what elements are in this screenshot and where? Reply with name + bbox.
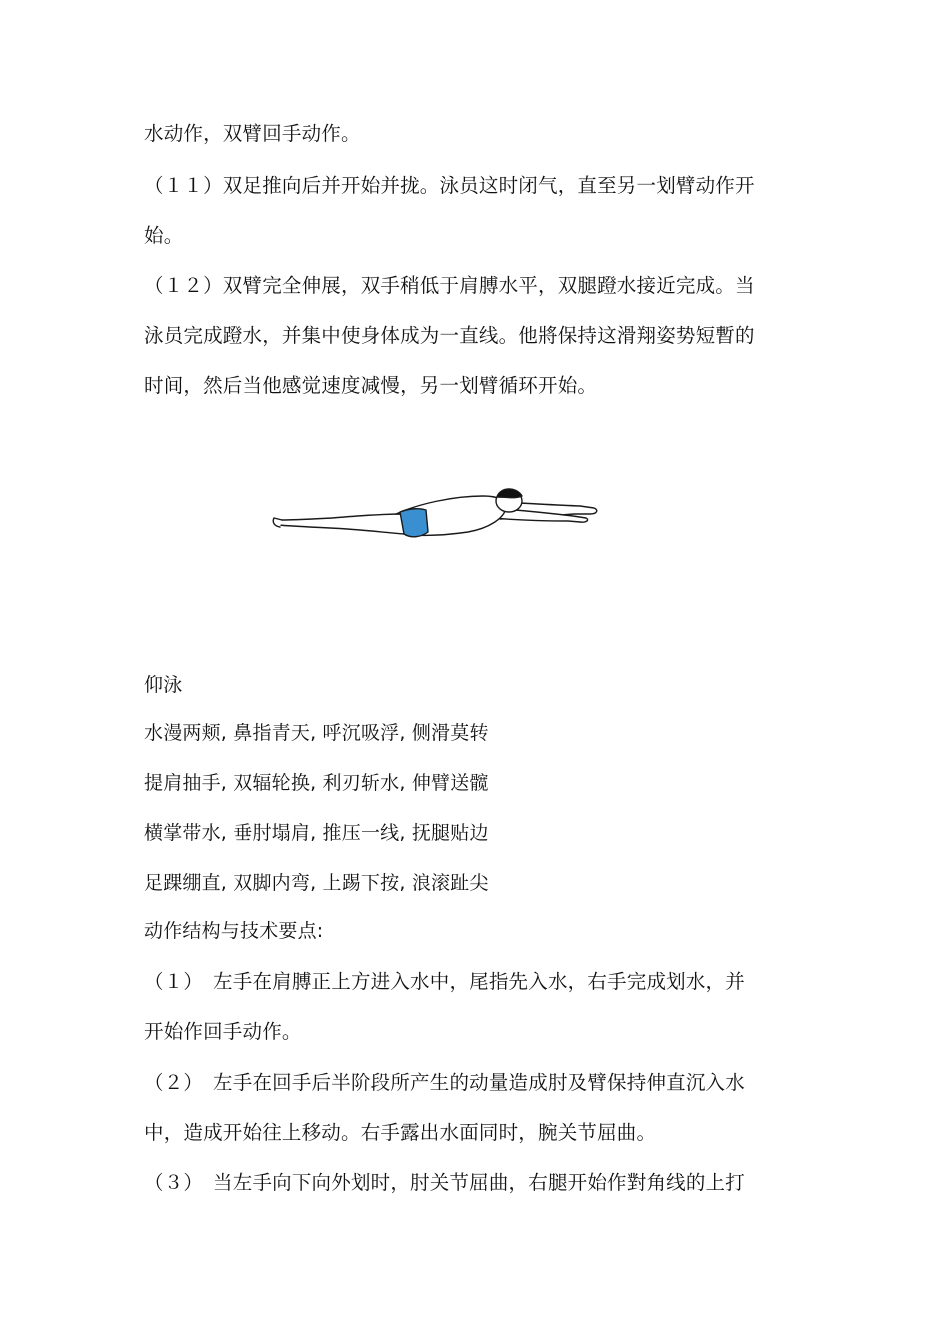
verse-line: 提肩抽手, 双辐轮换, 利刃斩水, 伸臂送髋 — [144, 772, 489, 794]
point-line: （３） 当左手向下向外划时，肘关节屈曲，右腿开始作對角线的上打 — [144, 1171, 745, 1194]
paragraph-line: 水动作，双臂回手动作。 — [144, 122, 361, 145]
swimmer-glide-illustration — [268, 478, 608, 548]
verse-line: 足踝绷直, 双脚内弯, 上踢下按, 浪滚趾尖 — [144, 872, 489, 894]
point-line: （１） 左手在肩膊正上方进入水中，尾指先入水，右手完成划水，并 — [144, 970, 745, 993]
point-line: 中，造成开始往上移动。右手露出水面同时，腕关节屈曲。 — [144, 1121, 657, 1144]
point-line: （２） 左手在回手后半阶段所产生的动量造成肘及臂保持伸直沉入水 — [144, 1071, 745, 1094]
verse-line: 水漫两颊, 鼻指青天, 呼沉吸浮, 侧滑莫转 — [144, 722, 489, 744]
point-line: 开始作回手动作。 — [144, 1020, 302, 1043]
paragraph-line: （１１）双足推向后并开始并拢。泳员这时闭气，直至另一划臂动作开 — [144, 174, 755, 197]
paragraph-line: 时间，然后当他感觉速度减慢，另一划臂循环开始。 — [144, 374, 598, 397]
section-subtitle: 动作结构与技术要点: — [144, 920, 324, 942]
section-title: 仰泳 — [144, 674, 183, 696]
paragraph-line: 始。 — [144, 224, 184, 247]
paragraph-line: （１２）双臂完全伸展，双手稍低于肩膊水平，双腿蹬水接近完成。当 — [144, 274, 755, 297]
paragraph-line: 泳员完成蹬水，并集中使身体成为一直线。他將保持这滑翔姿势短暫的 — [144, 324, 755, 347]
verse-line: 横掌带水, 垂肘塌肩, 推压一线, 抚腿贴边 — [144, 822, 489, 844]
